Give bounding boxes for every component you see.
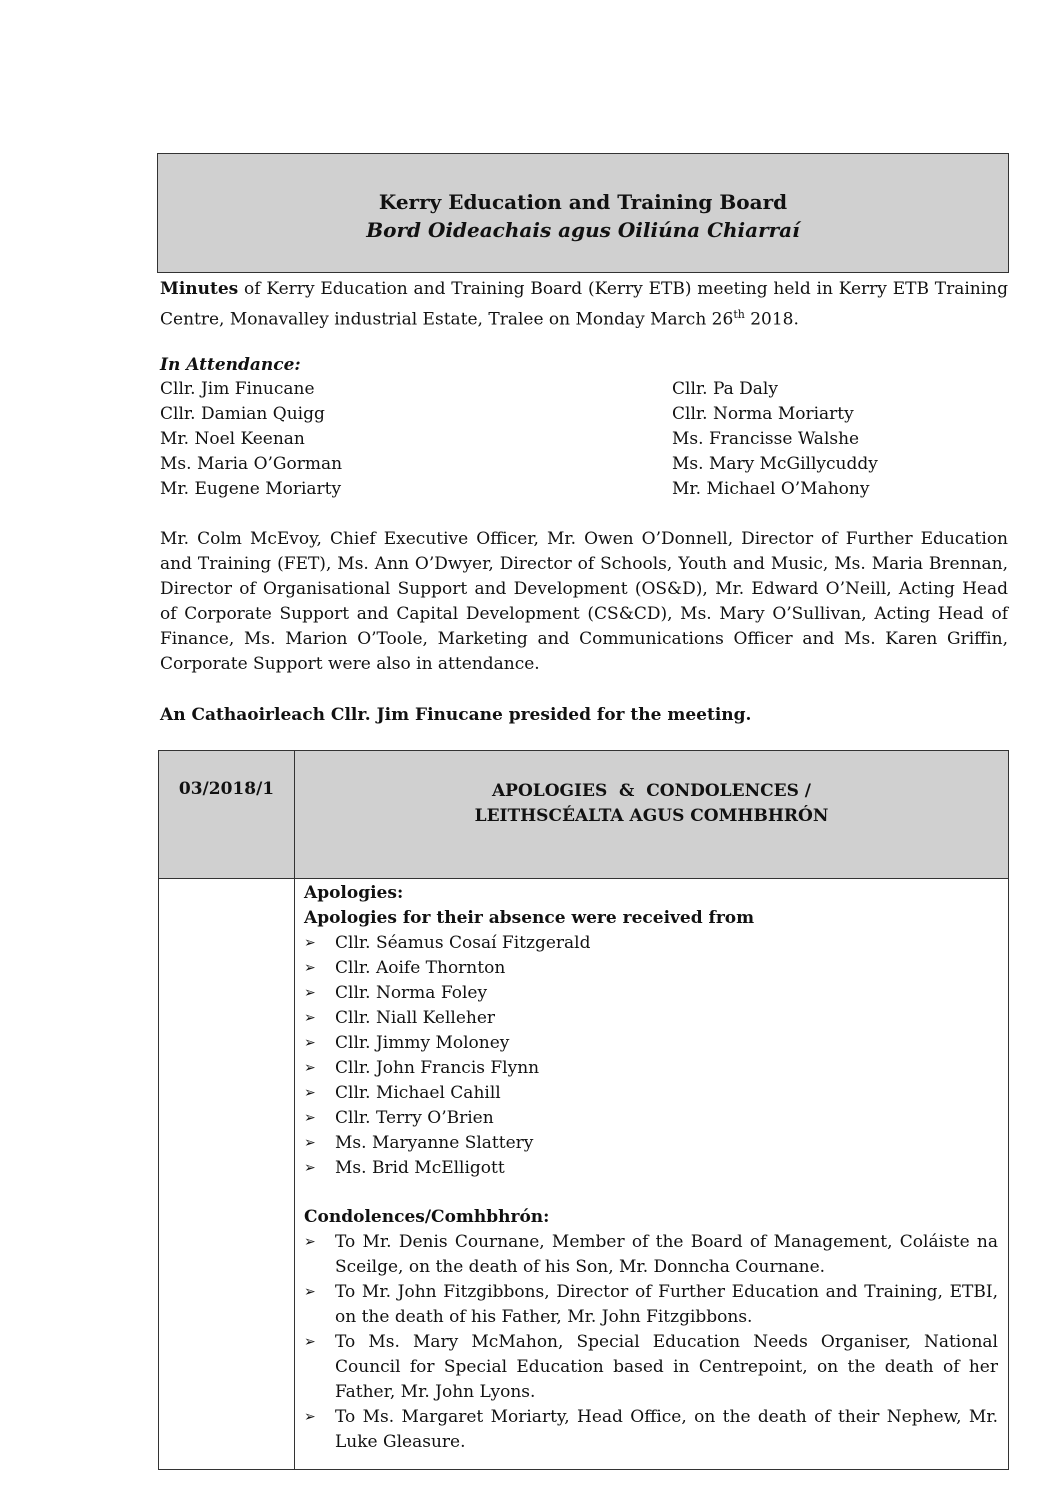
list-item: ➢ Cllr. John Francis Flynn [304,1056,998,1081]
arrow-bullet-icon: ➢ [304,985,316,1001]
list-item: ➢ Cllr. Aoife Thornton [304,956,998,981]
condolences-heading: Condolences/Comhbhrón: [304,1207,550,1227]
attendee: Mr. Noel Keenan [160,429,305,449]
agenda-item-body-row [159,879,1009,1470]
attendee: Cllr. Pa Daly [672,379,778,399]
list-item: ➢ To Mr. Denis Cournane, Member of the Board of Management, Coláiste na Sceilge, on the death of his Son, Mr. Donncha Cournane. [304,1232,998,1277]
minutes-intro-tail: 2018. [744,309,799,330]
attendee: Ms. Francisse Walshe [672,429,860,449]
list-item: ➢ To Mr. John Fitzgibbons, Director of Further Education and Training, ETBI, on the death of his Father, Mr. John Fitzgibbons. [304,1282,998,1327]
agenda-item-table [158,750,1009,1470]
arrow-bullet-icon: ➢ [304,1160,316,1176]
board-title: Kerry Education and Training Board [378,190,788,214]
arrow-bullet-icon: ➢ [304,1334,316,1350]
arrow-bullet-icon: ➢ [304,1060,316,1076]
arrow-bullet-icon: ➢ [304,960,316,976]
minutes-lead: Minutes [160,279,239,299]
attendee: Cllr. Norma Moriarty [672,404,854,424]
section-spacer [304,1181,998,1205]
list-item: ➢ Cllr. Niall Kelleher [304,1006,998,1031]
apologies-list [304,931,998,1181]
attendee: Cllr. Jim Finucane [160,379,315,399]
attendance-list-right [672,377,878,502]
item-title-line1: APOLOGIES & CONDOLENCES / [491,781,812,801]
list-item: ➢ Ms. Maryanne Slattery [304,1131,998,1156]
condolences-list [304,1230,998,1455]
arrow-bullet-icon: ➢ [304,1085,316,1101]
list-item: ➢ Cllr. Terry O’Brien [304,1106,998,1131]
attendance-list-left [160,377,342,502]
agenda-item-header-row [159,751,1009,879]
attendance-heading: In Attendance: [160,355,301,375]
apologies-intro: Apologies for their absence were received from [304,908,755,928]
list-item: ➢ To Ms. Mary McMahon, Special Education Needs Organiser, National Council for Special Education based in Centrepoint, on the death of her Father, Mr. John Lyons. [304,1332,998,1402]
attendee: Mr. Michael O’Mahony [672,479,870,499]
item-title-line2: LEITHSCÉALTA AGUS COMHBHRÓN [474,806,829,826]
attendee: Cllr. Damian Quigg [160,404,325,424]
arrow-bullet-icon: ➢ [304,1234,316,1250]
apologies-heading: Apologies: [304,883,404,903]
arrow-bullet-icon: ➢ [304,1135,316,1151]
minutes-intro [160,277,1008,333]
arrow-bullet-icon: ➢ [304,935,316,951]
presided-statement: An Cathaoirleach Cllr. Jim Finucane presided for the meeting. [160,705,752,725]
minutes-intro-text: of Kerry Education and Training Board (Kerry ETB) meeting held in Kerry ETB Training Centre, Monavalley industrial Estate, Tralee on Monday March 26 [160,279,1008,330]
attendee: Ms. Maria O’Gorman [160,454,343,474]
arrow-bullet-icon: ➢ [304,1010,316,1026]
list-item: ➢ Cllr. Norma Foley [304,981,998,1006]
list-item: ➢ Cllr. Michael Cahill [304,1081,998,1106]
staff-attendance-paragraph: Mr. Colm McEvoy, Chief Executive Officer, Mr. Owen O’Donnell, Director of Further Education and Training (FET), Ms. Ann O’Dwyer, Director of Schools, Youth and Music, Ms. Maria Brennan, Director of Organisational Support and Development (OS&D), Mr. Edward O’Neill, Acting Head of Corporate Support and Capital Development (CS&CD), Ms. Mary O’Sullivan, Acting Head of Finance, Ms. Marion O’Toole, Marketing and Communications Officer and Ms. Karen Griffin, Corporate Support were also in attendance. [160,529,1008,674]
list-item: ➢ Ms. Brid McElligott [304,1156,998,1181]
item-title-cell [295,751,1009,879]
attendee: Mr. Eugene Moriarty [160,479,342,499]
list-item: ➢ Cllr. Jimmy Moloney [304,1031,998,1056]
arrow-bullet-icon: ➢ [304,1284,316,1300]
arrow-bullet-icon: ➢ [304,1035,316,1051]
board-subtitle-irish: Bord Oideachais agus Oiliúna Chiarraí [366,218,800,242]
date-superscript: th [733,308,745,321]
item-reference-empty [159,879,295,1470]
header-box [157,153,1009,273]
list-item: ➢ To Ms. Margaret Moriarty, Head Office, on the death of their Nephew, Mr. Luke Gleasure. [304,1407,998,1452]
item-body [295,879,1009,1470]
arrow-bullet-icon: ➢ [304,1110,316,1126]
list-item: ➢ Cllr. Séamus Cosaí Fitzgerald [304,931,998,956]
arrow-bullet-icon: ➢ [304,1409,316,1425]
attendee: Ms. Mary McGillycuddy [672,454,878,474]
item-reference: 03/2018/1 [159,751,295,879]
